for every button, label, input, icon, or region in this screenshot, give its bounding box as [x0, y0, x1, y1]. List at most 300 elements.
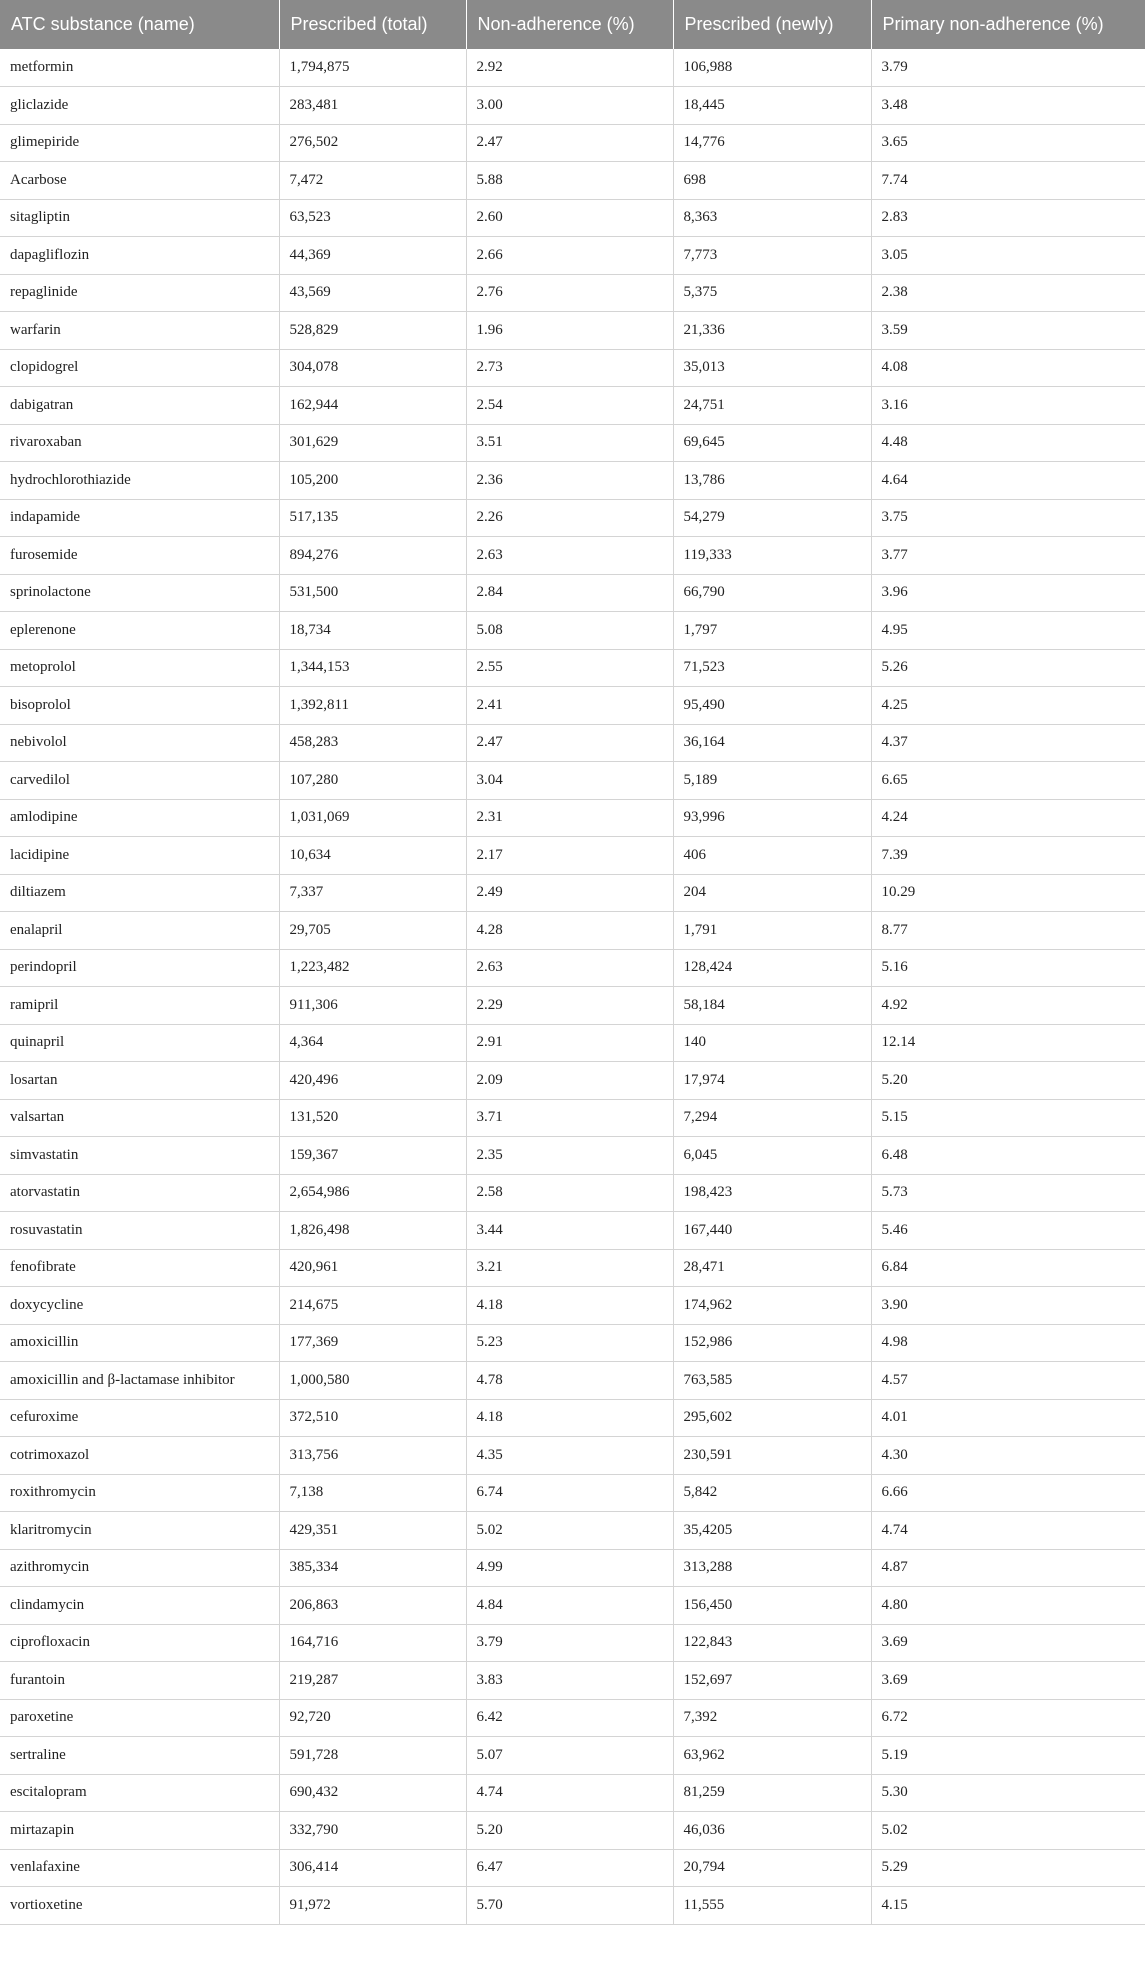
cell-atc-substance: diltiazem	[0, 874, 279, 912]
cell-non-adherence: 5.02	[466, 1512, 673, 1550]
cell-non-adherence: 6.47	[466, 1849, 673, 1887]
cell-non-adherence: 5.70	[466, 1887, 673, 1925]
table-row	[0, 87, 1145, 125]
cell-prescribed-total: 690,432	[279, 1774, 466, 1812]
cell-atc-substance: amlodipine	[0, 799, 279, 837]
cell-prescribed-newly: 17,974	[673, 1062, 871, 1100]
cell-atc-substance: carvedilol	[0, 762, 279, 800]
cell-prescribed-total: 92,720	[279, 1699, 466, 1737]
cell-atc-substance: paroxetine	[0, 1699, 279, 1737]
cell-non-adherence: 3.04	[466, 762, 673, 800]
cell-primary-non-adherence: 4.57	[871, 1362, 1145, 1400]
cell-prescribed-total: 159,367	[279, 1137, 466, 1175]
cell-prescribed-total: 429,351	[279, 1512, 466, 1550]
cell-atc-substance: nebivolol	[0, 724, 279, 762]
table-row	[0, 1024, 1145, 1062]
cell-prescribed-newly: 406	[673, 837, 871, 875]
cell-prescribed-newly: 230,591	[673, 1437, 871, 1475]
cell-primary-non-adherence: 3.65	[871, 124, 1145, 162]
cell-prescribed-newly: 66,790	[673, 574, 871, 612]
cell-non-adherence: 2.17	[466, 837, 673, 875]
cell-atc-substance: dabigatran	[0, 387, 279, 425]
table-row	[0, 1849, 1145, 1887]
cell-atc-substance: sertraline	[0, 1737, 279, 1775]
cell-prescribed-total: 219,287	[279, 1662, 466, 1700]
cell-prescribed-total: 1,000,580	[279, 1362, 466, 1400]
table-row	[0, 124, 1145, 162]
cell-primary-non-adherence: 4.08	[871, 349, 1145, 387]
cell-atc-substance: azithromycin	[0, 1549, 279, 1587]
cell-primary-non-adherence: 3.48	[871, 87, 1145, 125]
cell-primary-non-adherence: 6.84	[871, 1249, 1145, 1287]
cell-prescribed-newly: 167,440	[673, 1212, 871, 1250]
cell-atc-substance: gliclazide	[0, 87, 279, 125]
table-row	[0, 912, 1145, 950]
cell-atc-substance: mirtazapin	[0, 1812, 279, 1850]
cell-non-adherence: 3.51	[466, 424, 673, 462]
cell-atc-substance: sprinolactone	[0, 574, 279, 612]
cell-prescribed-total: 458,283	[279, 724, 466, 762]
cell-atc-substance: clopidogrel	[0, 349, 279, 387]
cell-prescribed-total: 306,414	[279, 1849, 466, 1887]
cell-atc-substance: losartan	[0, 1062, 279, 1100]
table-row	[0, 162, 1145, 200]
cell-primary-non-adherence: 5.26	[871, 649, 1145, 687]
cell-non-adherence: 2.09	[466, 1062, 673, 1100]
table-row	[0, 312, 1145, 350]
cell-prescribed-newly: 28,471	[673, 1249, 871, 1287]
cell-prescribed-total: 304,078	[279, 349, 466, 387]
cell-atc-substance: furosemide	[0, 537, 279, 575]
cell-prescribed-total: 18,734	[279, 612, 466, 650]
cell-atc-substance: simvastatin	[0, 1137, 279, 1175]
header-non-adherence: Non-adherence (%)	[466, 0, 673, 49]
cell-prescribed-total: 43,569	[279, 274, 466, 312]
cell-atc-substance: lacidipine	[0, 837, 279, 875]
cell-prescribed-newly: 5,189	[673, 762, 871, 800]
cell-prescribed-newly: 13,786	[673, 462, 871, 500]
cell-non-adherence: 2.47	[466, 124, 673, 162]
cell-prescribed-total: 894,276	[279, 537, 466, 575]
cell-atc-substance: bisoprolol	[0, 687, 279, 725]
cell-atc-substance: Acarbose	[0, 162, 279, 200]
table-header	[0, 0, 1145, 49]
table-row	[0, 1624, 1145, 1662]
cell-non-adherence: 5.20	[466, 1812, 673, 1850]
cell-prescribed-total: 372,510	[279, 1399, 466, 1437]
cell-primary-non-adherence: 6.65	[871, 762, 1145, 800]
cell-prescribed-total: 91,972	[279, 1887, 466, 1925]
cell-prescribed-newly: 698	[673, 162, 871, 200]
cell-non-adherence: 5.07	[466, 1737, 673, 1775]
cell-atc-substance: eplerenone	[0, 612, 279, 650]
table-row	[0, 1587, 1145, 1625]
cell-prescribed-newly: 7,773	[673, 237, 871, 275]
cell-prescribed-newly: 7,294	[673, 1099, 871, 1137]
cell-prescribed-newly: 54,279	[673, 499, 871, 537]
cell-prescribed-newly: 8,363	[673, 199, 871, 237]
table-row	[0, 574, 1145, 612]
cell-prescribed-total: 177,369	[279, 1324, 466, 1362]
cell-primary-non-adherence: 3.05	[871, 237, 1145, 275]
cell-primary-non-adherence: 3.69	[871, 1624, 1145, 1662]
header-primary-non-adherence: Primary non-adherence (%)	[871, 0, 1145, 49]
cell-primary-non-adherence: 5.20	[871, 1062, 1145, 1100]
cell-prescribed-total: 7,337	[279, 874, 466, 912]
cell-prescribed-newly: 58,184	[673, 987, 871, 1025]
cell-atc-substance: enalapril	[0, 912, 279, 950]
cell-primary-non-adherence: 4.48	[871, 424, 1145, 462]
cell-prescribed-newly: 95,490	[673, 687, 871, 725]
cell-prescribed-total: 164,716	[279, 1624, 466, 1662]
cell-non-adherence: 5.23	[466, 1324, 673, 1362]
cell-prescribed-newly: 63,962	[673, 1737, 871, 1775]
cell-non-adherence: 4.35	[466, 1437, 673, 1475]
cell-primary-non-adherence: 4.15	[871, 1887, 1145, 1925]
cell-prescribed-newly: 5,842	[673, 1474, 871, 1512]
cell-primary-non-adherence: 5.02	[871, 1812, 1145, 1850]
cell-atc-substance: furantoin	[0, 1662, 279, 1700]
cell-prescribed-newly: 35,4205	[673, 1512, 871, 1550]
cell-prescribed-total: 528,829	[279, 312, 466, 350]
cell-primary-non-adherence: 8.77	[871, 912, 1145, 950]
cell-non-adherence: 4.18	[466, 1287, 673, 1325]
cell-non-adherence: 2.26	[466, 499, 673, 537]
table-row	[0, 462, 1145, 500]
table-row	[0, 49, 1145, 87]
cell-atc-substance: repaglinide	[0, 274, 279, 312]
cell-non-adherence: 2.36	[466, 462, 673, 500]
cell-atc-substance: rosuvastatin	[0, 1212, 279, 1250]
cell-prescribed-total: 420,496	[279, 1062, 466, 1100]
cell-primary-non-adherence: 3.79	[871, 49, 1145, 87]
cell-prescribed-total: 1,826,498	[279, 1212, 466, 1250]
table-row	[0, 1549, 1145, 1587]
cell-atc-substance: venlafaxine	[0, 1849, 279, 1887]
cell-prescribed-total: 7,138	[279, 1474, 466, 1512]
cell-prescribed-total: 63,523	[279, 199, 466, 237]
table-row	[0, 1062, 1145, 1100]
cell-non-adherence: 2.55	[466, 649, 673, 687]
cell-primary-non-adherence: 4.92	[871, 987, 1145, 1025]
cell-non-adherence: 2.91	[466, 1024, 673, 1062]
cell-atc-substance: ciprofloxacin	[0, 1624, 279, 1662]
cell-prescribed-newly: 18,445	[673, 87, 871, 125]
table-row	[0, 1512, 1145, 1550]
cell-atc-substance: indapamide	[0, 499, 279, 537]
cell-prescribed-newly: 1,797	[673, 612, 871, 650]
cell-non-adherence: 3.79	[466, 1624, 673, 1662]
table-row	[0, 762, 1145, 800]
cell-prescribed-newly: 204	[673, 874, 871, 912]
table-row	[0, 1249, 1145, 1287]
cell-prescribed-newly: 11,555	[673, 1887, 871, 1925]
cell-prescribed-newly: 14,776	[673, 124, 871, 162]
cell-prescribed-newly: 174,962	[673, 1287, 871, 1325]
cell-non-adherence: 4.78	[466, 1362, 673, 1400]
cell-prescribed-total: 105,200	[279, 462, 466, 500]
cell-primary-non-adherence: 5.73	[871, 1174, 1145, 1212]
cell-prescribed-newly: 106,988	[673, 49, 871, 87]
cell-prescribed-newly: 6,045	[673, 1137, 871, 1175]
table-row	[0, 387, 1145, 425]
cell-prescribed-total: 44,369	[279, 237, 466, 275]
cell-atc-substance: quinapril	[0, 1024, 279, 1062]
cell-primary-non-adherence: 12.14	[871, 1024, 1145, 1062]
cell-atc-substance: hydrochlorothiazide	[0, 462, 279, 500]
cell-prescribed-total: 1,344,153	[279, 649, 466, 687]
table-row	[0, 1362, 1145, 1400]
cell-primary-non-adherence: 6.72	[871, 1699, 1145, 1737]
cell-prescribed-total: 4,364	[279, 1024, 466, 1062]
table-row	[0, 612, 1145, 650]
cell-prescribed-total: 517,135	[279, 499, 466, 537]
cell-primary-non-adherence: 3.69	[871, 1662, 1145, 1700]
cell-non-adherence: 2.31	[466, 799, 673, 837]
cell-atc-substance: metoprolol	[0, 649, 279, 687]
cell-non-adherence: 2.60	[466, 199, 673, 237]
table-row	[0, 274, 1145, 312]
cell-prescribed-total: 1,794,875	[279, 49, 466, 87]
cell-prescribed-newly: 81,259	[673, 1774, 871, 1812]
cell-prescribed-total: 531,500	[279, 574, 466, 612]
cell-prescribed-total: 1,392,811	[279, 687, 466, 725]
cell-atc-substance: doxycycline	[0, 1287, 279, 1325]
cell-non-adherence: 2.58	[466, 1174, 673, 1212]
cell-prescribed-total: 2,654,986	[279, 1174, 466, 1212]
cell-non-adherence: 2.35	[466, 1137, 673, 1175]
table-row	[0, 1474, 1145, 1512]
cell-prescribed-newly: 156,450	[673, 1587, 871, 1625]
cell-atc-substance: dapagliflozin	[0, 237, 279, 275]
cell-atc-substance: warfarin	[0, 312, 279, 350]
cell-prescribed-total: 1,031,069	[279, 799, 466, 837]
cell-primary-non-adherence: 10.29	[871, 874, 1145, 912]
cell-primary-non-adherence: 4.74	[871, 1512, 1145, 1550]
table-row	[0, 1324, 1145, 1362]
table-row	[0, 1812, 1145, 1850]
header-atc-substance: ATC substance (name)	[0, 0, 279, 49]
cell-atc-substance: vortioxetine	[0, 1887, 279, 1925]
cell-atc-substance: roxithromycin	[0, 1474, 279, 1512]
table-row	[0, 1662, 1145, 1700]
cell-prescribed-newly: 295,602	[673, 1399, 871, 1437]
table-row	[0, 1099, 1145, 1137]
cell-prescribed-total: 420,961	[279, 1249, 466, 1287]
cell-prescribed-newly: 152,697	[673, 1662, 871, 1700]
cell-non-adherence: 2.29	[466, 987, 673, 1025]
cell-primary-non-adherence: 3.77	[871, 537, 1145, 575]
cell-atc-substance: cefuroxime	[0, 1399, 279, 1437]
cell-prescribed-newly: 35,013	[673, 349, 871, 387]
cell-non-adherence: 2.49	[466, 874, 673, 912]
cell-atc-substance: cotrimoxazol	[0, 1437, 279, 1475]
header-prescribed-total: Prescribed (total)	[279, 0, 466, 49]
cell-prescribed-total: 214,675	[279, 1287, 466, 1325]
cell-non-adherence: 4.99	[466, 1549, 673, 1587]
cell-prescribed-newly: 36,164	[673, 724, 871, 762]
cell-prescribed-newly: 1,791	[673, 912, 871, 950]
cell-prescribed-total: 162,944	[279, 387, 466, 425]
table-row	[0, 649, 1145, 687]
cell-prescribed-newly: 122,843	[673, 1624, 871, 1662]
cell-non-adherence: 6.74	[466, 1474, 673, 1512]
cell-primary-non-adherence: 4.95	[871, 612, 1145, 650]
table-row	[0, 1437, 1145, 1475]
cell-atc-substance: amoxicillin and β-lactamase inhibitor	[0, 1362, 279, 1400]
table-body	[0, 49, 1145, 1924]
table-row	[0, 237, 1145, 275]
cell-primary-non-adherence: 2.38	[871, 274, 1145, 312]
cell-primary-non-adherence: 3.59	[871, 312, 1145, 350]
cell-non-adherence: 4.18	[466, 1399, 673, 1437]
table-row	[0, 1137, 1145, 1175]
cell-prescribed-total: 29,705	[279, 912, 466, 950]
cell-non-adherence: 3.71	[466, 1099, 673, 1137]
cell-prescribed-newly: 763,585	[673, 1362, 871, 1400]
cell-atc-substance: klaritromycin	[0, 1512, 279, 1550]
cell-primary-non-adherence: 7.74	[871, 162, 1145, 200]
cell-primary-non-adherence: 4.98	[871, 1324, 1145, 1362]
cell-non-adherence: 5.08	[466, 612, 673, 650]
cell-non-adherence: 2.73	[466, 349, 673, 387]
cell-prescribed-total: 206,863	[279, 1587, 466, 1625]
cell-atc-substance: fenofibrate	[0, 1249, 279, 1287]
cell-non-adherence: 3.44	[466, 1212, 673, 1250]
cell-non-adherence: 2.47	[466, 724, 673, 762]
cell-primary-non-adherence: 3.75	[871, 499, 1145, 537]
cell-non-adherence: 2.63	[466, 949, 673, 987]
table-row	[0, 199, 1145, 237]
table-row	[0, 1174, 1145, 1212]
cell-prescribed-total: 591,728	[279, 1737, 466, 1775]
cell-prescribed-newly: 7,392	[673, 1699, 871, 1737]
table-row	[0, 349, 1145, 387]
cell-prescribed-newly: 46,036	[673, 1812, 871, 1850]
table-row	[0, 987, 1145, 1025]
cell-primary-non-adherence: 5.46	[871, 1212, 1145, 1250]
cell-primary-non-adherence: 7.39	[871, 837, 1145, 875]
cell-primary-non-adherence: 3.90	[871, 1287, 1145, 1325]
table-row	[0, 499, 1145, 537]
cell-non-adherence: 5.88	[466, 162, 673, 200]
cell-primary-non-adherence: 4.80	[871, 1587, 1145, 1625]
cell-atc-substance: perindopril	[0, 949, 279, 987]
cell-prescribed-total: 7,472	[279, 162, 466, 200]
cell-non-adherence: 2.92	[466, 49, 673, 87]
table-row	[0, 724, 1145, 762]
cell-atc-substance: ramipril	[0, 987, 279, 1025]
cell-prescribed-newly: 128,424	[673, 949, 871, 987]
cell-prescribed-newly: 93,996	[673, 799, 871, 837]
cell-atc-substance: atorvastatin	[0, 1174, 279, 1212]
cell-atc-substance: glimepiride	[0, 124, 279, 162]
cell-non-adherence: 4.84	[466, 1587, 673, 1625]
cell-non-adherence: 2.54	[466, 387, 673, 425]
cell-primary-non-adherence: 4.37	[871, 724, 1145, 762]
cell-primary-non-adherence: 4.01	[871, 1399, 1145, 1437]
table-row	[0, 949, 1145, 987]
cell-primary-non-adherence: 4.30	[871, 1437, 1145, 1475]
cell-prescribed-newly: 140	[673, 1024, 871, 1062]
cell-primary-non-adherence: 3.96	[871, 574, 1145, 612]
cell-primary-non-adherence: 5.16	[871, 949, 1145, 987]
cell-prescribed-total: 301,629	[279, 424, 466, 462]
table-row	[0, 1699, 1145, 1737]
cell-non-adherence: 3.21	[466, 1249, 673, 1287]
cell-non-adherence: 2.84	[466, 574, 673, 612]
cell-prescribed-total: 1,223,482	[279, 949, 466, 987]
cell-non-adherence: 2.76	[466, 274, 673, 312]
cell-primary-non-adherence: 5.19	[871, 1737, 1145, 1775]
cell-prescribed-newly: 24,751	[673, 387, 871, 425]
cell-prescribed-newly: 69,645	[673, 424, 871, 462]
cell-primary-non-adherence: 6.48	[871, 1137, 1145, 1175]
table-row	[0, 1212, 1145, 1250]
table-row	[0, 424, 1145, 462]
cell-atc-substance: escitalopram	[0, 1774, 279, 1812]
cell-prescribed-total: 10,634	[279, 837, 466, 875]
table-row	[0, 1887, 1145, 1925]
cell-prescribed-newly: 198,423	[673, 1174, 871, 1212]
cell-primary-non-adherence: 5.30	[871, 1774, 1145, 1812]
cell-prescribed-total: 276,502	[279, 124, 466, 162]
cell-primary-non-adherence: 3.16	[871, 387, 1145, 425]
cell-prescribed-total: 313,756	[279, 1437, 466, 1475]
header-prescribed-newly: Prescribed (newly)	[673, 0, 871, 49]
cell-prescribed-total: 283,481	[279, 87, 466, 125]
cell-prescribed-total: 385,334	[279, 1549, 466, 1587]
table-row	[0, 687, 1145, 725]
table-row	[0, 1287, 1145, 1325]
cell-prescribed-newly: 21,336	[673, 312, 871, 350]
cell-prescribed-newly: 20,794	[673, 1849, 871, 1887]
cell-atc-substance: amoxicillin	[0, 1324, 279, 1362]
table-row	[0, 874, 1145, 912]
cell-prescribed-total: 107,280	[279, 762, 466, 800]
cell-non-adherence: 3.83	[466, 1662, 673, 1700]
cell-atc-substance: valsartan	[0, 1099, 279, 1137]
cell-primary-non-adherence: 4.24	[871, 799, 1145, 837]
cell-prescribed-total: 131,520	[279, 1099, 466, 1137]
cell-prescribed-total: 332,790	[279, 1812, 466, 1850]
cell-primary-non-adherence: 5.15	[871, 1099, 1145, 1137]
table-row	[0, 1399, 1145, 1437]
cell-atc-substance: sitagliptin	[0, 199, 279, 237]
cell-prescribed-newly: 152,986	[673, 1324, 871, 1362]
cell-prescribed-newly: 5,375	[673, 274, 871, 312]
cell-atc-substance: rivaroxaban	[0, 424, 279, 462]
table-row	[0, 837, 1145, 875]
table-row	[0, 799, 1145, 837]
cell-prescribed-newly: 313,288	[673, 1549, 871, 1587]
cell-atc-substance: clindamycin	[0, 1587, 279, 1625]
cell-primary-non-adherence: 4.25	[871, 687, 1145, 725]
cell-prescribed-newly: 119,333	[673, 537, 871, 575]
cell-non-adherence: 4.28	[466, 912, 673, 950]
table-row	[0, 1774, 1145, 1812]
cell-primary-non-adherence: 4.87	[871, 1549, 1145, 1587]
table-row	[0, 1737, 1145, 1775]
cell-non-adherence: 3.00	[466, 87, 673, 125]
header-row	[0, 0, 1145, 49]
cell-non-adherence: 6.42	[466, 1699, 673, 1737]
cell-primary-non-adherence: 5.29	[871, 1849, 1145, 1887]
cell-primary-non-adherence: 6.66	[871, 1474, 1145, 1512]
cell-prescribed-newly: 71,523	[673, 649, 871, 687]
cell-non-adherence: 2.63	[466, 537, 673, 575]
cell-non-adherence: 2.66	[466, 237, 673, 275]
